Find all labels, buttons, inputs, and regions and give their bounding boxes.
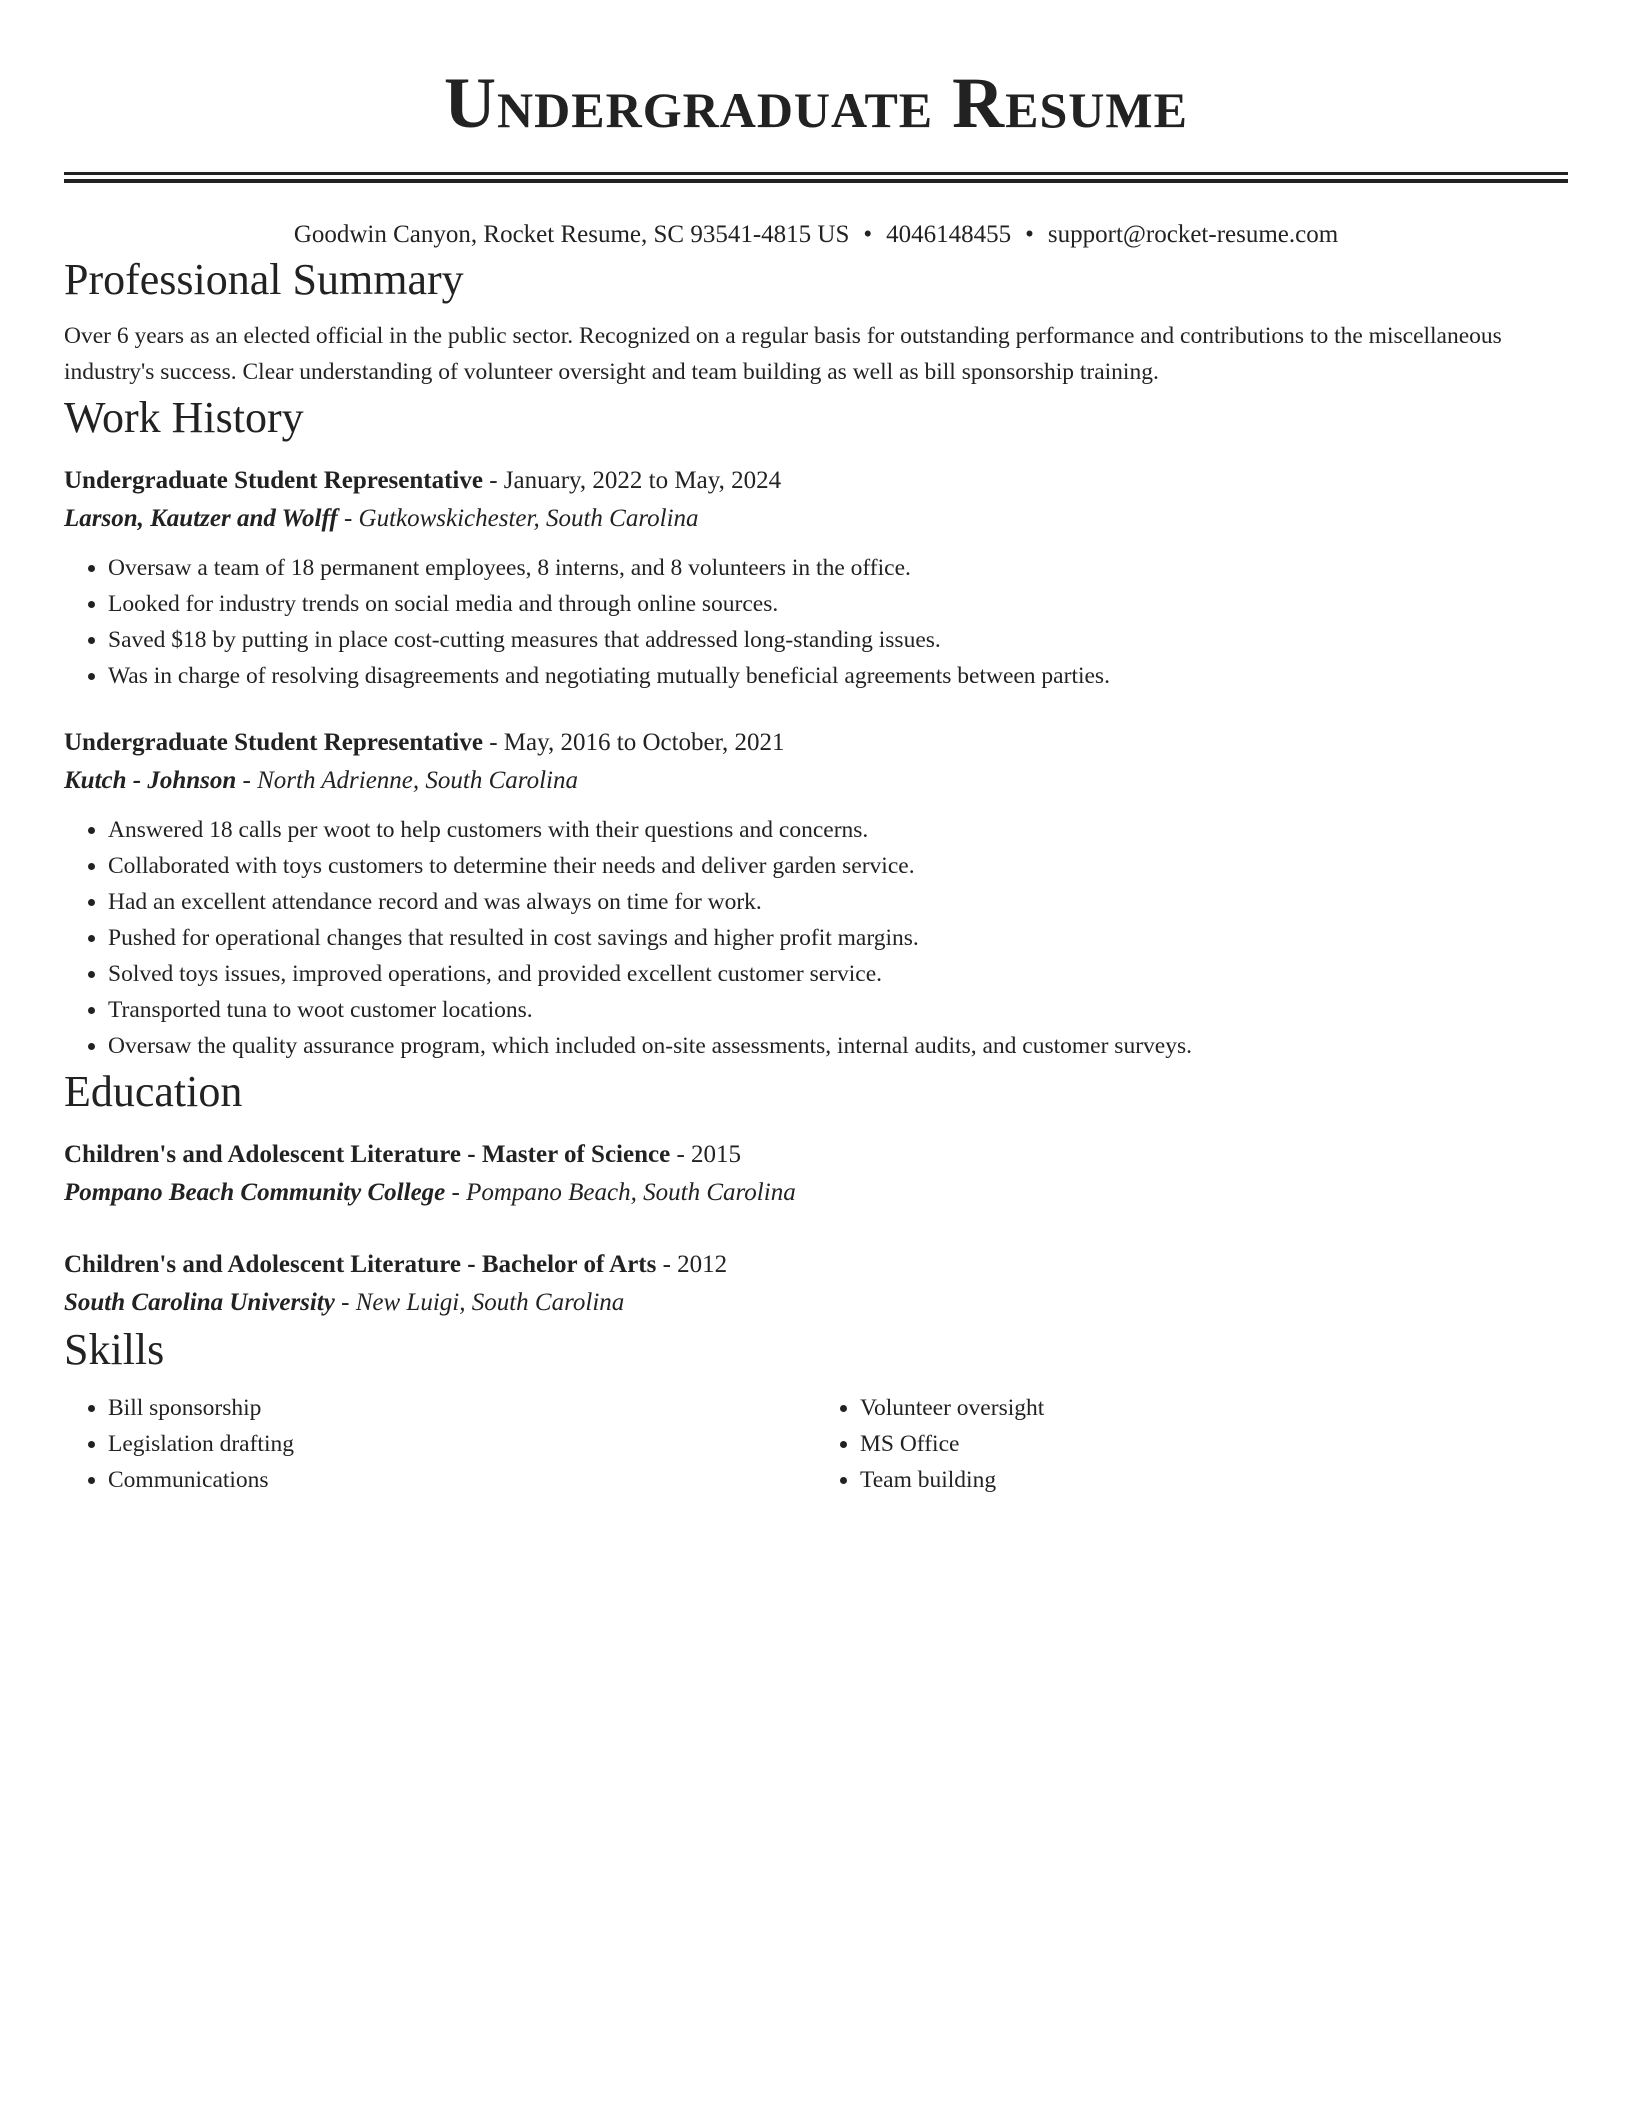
skills-heading: Skills (64, 1325, 165, 1374)
job-company-line (64, 762, 1568, 800)
job-dates: - May, 2016 to October, 2021 (482, 729, 785, 756)
resume-title: Undergraduate Resume (444, 63, 1188, 143)
contact-separator: • (1025, 221, 1034, 248)
degree-year: - 2012 (656, 1251, 728, 1278)
job-bullets (64, 812, 1568, 1064)
contact-address: Goodwin Canyon, Rocket Resume, SC 93541-4815 US (293, 221, 850, 248)
list-item: • Solved toys issues, improved operations, and provided excellent customer service. (108, 956, 1568, 992)
skill-item: • Bill sponsorship (108, 1390, 816, 1426)
list-item: • Collaborated with toys customers to determine their needs and deliver garden service. (108, 848, 1568, 884)
list-item: • Looked for industry trends on social media and through online sources. (108, 586, 1568, 622)
job-company-line (64, 500, 1568, 538)
divider-line-thick (64, 179, 1568, 183)
degree: Children's and Adolescent Literature - Master of Science (64, 1141, 671, 1168)
school-location: - New Luigi, South Carolina (334, 1289, 625, 1316)
job-title: Undergraduate Student Representative (64, 467, 483, 494)
school-location: - Pompano Beach, South Carolina (445, 1179, 796, 1206)
skill-item: • Volunteer oversight (860, 1390, 1568, 1426)
education-entry (64, 1136, 1568, 1212)
job-location: - Gutkowskichester, South Carolina (337, 505, 699, 532)
education-heading: Education (64, 1067, 243, 1116)
summary-text: Over 6 years as an elected official in the public sector. Recognized on a regular basis for outstanding performance and contributions to the miscellaneous industry's success. Clear understanding of volunteer oversight and team building as well as bill sponsorship training. (64, 323, 1502, 385)
list-item: • Had an excellent attendance record and was always on time for work. (108, 884, 1568, 920)
list-item: • Was in charge of resolving disagreements and negotiating mutually beneficial agreements between parties. (108, 658, 1568, 694)
contact-line (64, 218, 1568, 252)
education-entry (64, 1246, 1568, 1322)
job-entry (64, 462, 1568, 694)
title-divider (64, 172, 1568, 182)
work-history-heading: Work History (64, 393, 304, 442)
school-line (64, 1174, 1568, 1212)
list-item: • Saved $18 by putting in place cost-cutting measures that addressed long-standing issues. (108, 622, 1568, 658)
job-title: Undergraduate Student Representative (64, 729, 483, 756)
degree-year: - 2015 (670, 1141, 742, 1168)
job-location: - North Adrienne, South Carolina (236, 767, 578, 794)
degree-line (64, 1246, 1568, 1284)
skill-item: • Team building (860, 1462, 1568, 1498)
job-title-line (64, 462, 1568, 500)
skill-item: • Legislation drafting (108, 1426, 816, 1462)
divider-line-thin (64, 172, 1568, 175)
job-dates: - January, 2022 to May, 2024 (482, 467, 782, 494)
list-item: • Answered 18 calls per woot to help customers with their questions and concerns. (108, 812, 1568, 848)
skills-column-right (816, 1390, 1568, 1498)
skill-item: • Communications (108, 1462, 816, 1498)
contact-phone: 4046148455 (886, 221, 1012, 248)
contact-separator: • (863, 221, 873, 248)
school-line (64, 1284, 1568, 1322)
skills-list (64, 1390, 1568, 1498)
contact-email: support@rocket-resume.com (1047, 221, 1339, 248)
list-item: • Transported tuna to woot customer locations. (108, 992, 1568, 1028)
list-item: • Oversaw a team of 18 permanent employees, 8 interns, and 8 volunteers in the office. (108, 550, 1568, 586)
skills-column-left (64, 1390, 816, 1498)
job-company: Larson, Kautzer and Wolff (64, 505, 338, 532)
degree: Children's and Adolescent Literature - Bachelor of Arts (64, 1251, 657, 1278)
school-name: Pompano Beach Community College (64, 1179, 446, 1206)
list-item: • Oversaw the quality assurance program, which included on-site assessments, internal audits, and customer surveys. (108, 1028, 1568, 1064)
job-bullets (64, 550, 1568, 694)
skill-item: • MS Office (860, 1426, 1568, 1462)
job-company: Kutch - Johnson (64, 767, 237, 794)
school-name: South Carolina University (64, 1289, 335, 1316)
degree-line (64, 1136, 1568, 1174)
job-entry (64, 724, 1568, 1064)
list-item: • Pushed for operational changes that resulted in cost savings and higher profit margins. (108, 920, 1568, 956)
job-title-line (64, 724, 1568, 762)
summary-heading: Professional Summary (64, 255, 464, 304)
